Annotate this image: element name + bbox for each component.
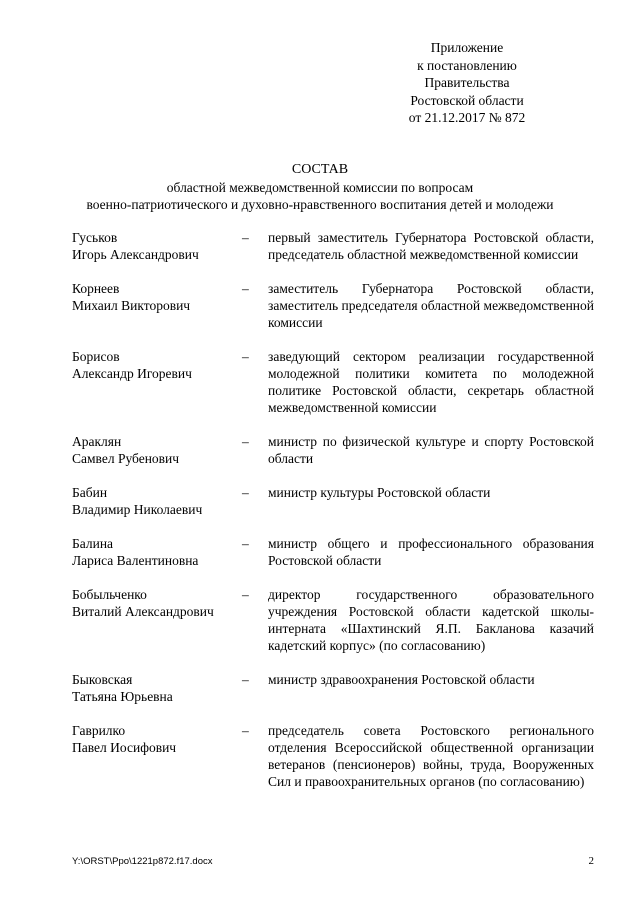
attachment-line: к постановлению: [417, 57, 517, 73]
dash-separator: –: [242, 230, 249, 245]
member-name: [72, 229, 242, 263]
member-surname: Быковская: [72, 672, 133, 687]
member-role: директор государственного образовательного учреждения Ростовской области кадетской школы-интерната «Шахтинский Я.П. Бакланова казачий кадетский корпус» (по согласованию): [268, 587, 594, 653]
attachment-line: Приложение: [430, 40, 504, 55]
dash-separator: –: [242, 434, 249, 449]
member-role: первый заместитель Губернатора Ростовской области, председатель областной межведомственной комиссии: [268, 230, 594, 262]
member-name: [72, 484, 242, 518]
member-given-name: Александр Игоревич: [72, 366, 192, 381]
attachment-line: Правительства: [424, 75, 510, 90]
member-role: заместитель Губернатора Ростовской области, заместитель председателя областной межведомственной комиссии: [268, 281, 594, 330]
member-name: [72, 348, 242, 416]
member-surname: Борисов: [72, 349, 120, 364]
member-given-name: Самвел Рубенович: [72, 451, 180, 466]
member-entry: [72, 484, 594, 518]
member-surname: Корнеев: [72, 281, 120, 296]
member-given-name: Игорь Александрович: [72, 247, 199, 262]
attachment-header: [367, 39, 567, 127]
member-entry: [72, 535, 594, 569]
member-surname: Бабин: [72, 485, 108, 500]
member-name: [72, 671, 242, 705]
attachment-line: Ростовской области: [410, 92, 524, 108]
member-role: министр культуры Ростовской области: [268, 485, 491, 500]
member-name: [72, 535, 242, 569]
dash-separator: –: [242, 485, 249, 500]
dash-separator: –: [242, 536, 249, 551]
member-role: министр по физической культуре и спорту Ростовской области: [268, 434, 594, 466]
member-entry: [72, 280, 594, 331]
member-role: министр общего и профессионального образования Ростовской области: [268, 536, 594, 568]
member-entry: [72, 671, 594, 705]
document-title: [0, 161, 640, 213]
dash-separator: –: [242, 723, 249, 738]
member-given-name: Павел Иосифович: [72, 740, 177, 755]
member-surname: Гаврилко: [72, 723, 126, 738]
dash-separator: –: [242, 281, 249, 296]
footer-file-path: Y:\ORST\Ppo\1221p872.f17.docx: [72, 856, 213, 867]
title-line-2: военно-патриотического и духовно-нравственного воспитания детей и молодежи: [86, 197, 554, 212]
member-given-name: Виталий Александрович: [72, 604, 214, 619]
member-role: министр здравоохранения Ростовской области: [268, 672, 535, 687]
title-line-1: областной межведомственной комиссии по вопросам: [166, 180, 474, 195]
title-main: СОСТАВ: [291, 162, 349, 177]
member-given-name: Лариса Валентиновна: [72, 553, 199, 568]
member-name: [72, 433, 242, 467]
member-entry: [72, 722, 594, 790]
attachment-line: от 21.12.2017 № 872: [408, 110, 526, 125]
member-given-name: Владимир Николаевич: [72, 502, 203, 517]
page-number: 2: [588, 855, 594, 867]
member-name: [72, 722, 242, 790]
member-entry: [72, 348, 594, 416]
member-name: [72, 280, 242, 331]
member-entry: [72, 586, 594, 654]
member-name: [72, 586, 242, 654]
member-surname: Гуськов: [72, 230, 118, 245]
members-list: [72, 229, 594, 807]
member-role: председатель совета Ростовского регионального отделения Всероссийской общественной организации ветеранов (пенсионеров) войны, труда, Вооруженных Сил и правоохранительных органов (по согласованию): [268, 723, 594, 789]
member-entry: [72, 433, 594, 467]
member-given-name: Михаил Викторович: [72, 298, 191, 313]
member-entry: [72, 229, 594, 263]
member-given-name: Татьяна Юрьевна: [72, 689, 173, 704]
member-surname: Бобыльченко: [72, 587, 147, 602]
member-surname: Балина: [72, 536, 114, 551]
dash-separator: –: [242, 349, 249, 364]
dash-separator: –: [242, 672, 249, 687]
dash-separator: –: [242, 587, 249, 602]
member-role: заведующий сектором реализации государственной молодежной политики комитета по молодежной политике Ростовской области, секретарь областной межведомственной комиссии: [268, 349, 594, 415]
member-surname: Араклян: [72, 434, 122, 449]
